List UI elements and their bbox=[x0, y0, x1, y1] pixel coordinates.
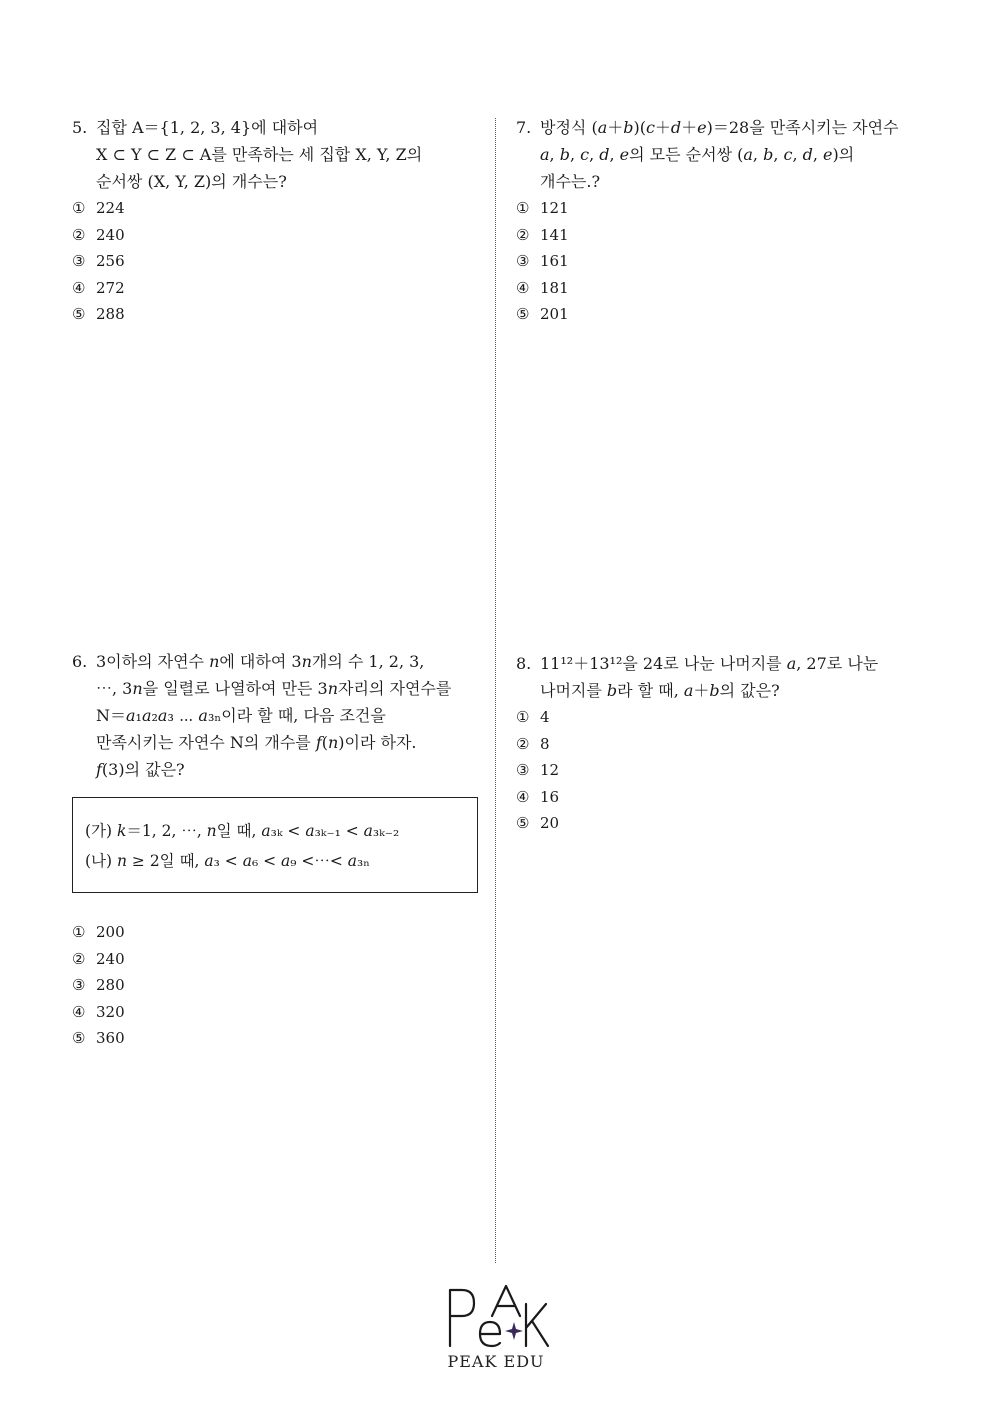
choice-marker: ① bbox=[516, 199, 530, 217]
condition-ga: (가) 𝑘＝1, 2, ⋯, 𝑛일 때, 𝑎₃ₖ < 𝑎₃ₖ₋₁ < 𝑎₃ₖ₋₂ bbox=[85, 822, 400, 840]
choice-marker: ④ bbox=[516, 278, 530, 297]
condition-box bbox=[72, 797, 478, 893]
choice-marker: ① bbox=[72, 923, 86, 941]
answer-choices bbox=[516, 704, 956, 837]
logo-text: PEAK EDU bbox=[447, 1352, 545, 1371]
choice-marker: ⑤ bbox=[72, 305, 86, 324]
condition-na: (나) 𝑛 ≥ 2일 때, 𝑎₃ < 𝑎₆ < 𝑎₉ <⋯< 𝑎₃ₙ bbox=[85, 852, 370, 870]
choice-value: 288 bbox=[96, 305, 125, 324]
choice-4[interactable] bbox=[72, 275, 492, 302]
choice-1[interactable] bbox=[72, 195, 492, 222]
choice-value: 224 bbox=[96, 199, 125, 217]
problem-8-line-1 bbox=[516, 650, 956, 677]
answer-choices bbox=[72, 919, 492, 1052]
choice-value: 16 bbox=[540, 787, 560, 806]
choice-marker: ③ bbox=[72, 976, 86, 995]
choice-value: 272 bbox=[96, 278, 125, 297]
question-text: 개수는.? bbox=[540, 172, 601, 191]
problem-6-line-1 bbox=[72, 648, 492, 675]
choice-value: 320 bbox=[96, 1002, 125, 1021]
choice-value: 256 bbox=[96, 252, 125, 271]
choice-marker: ② bbox=[516, 225, 530, 244]
question-text: 집합 A＝{1, 2, 3, 4}에 대하여 bbox=[96, 118, 319, 137]
question-text: 𝑎, 𝑏, 𝑐, 𝑑, 𝑒의 모든 순서쌍 (𝑎, 𝑏, 𝑐, 𝑑, 𝑒)의 bbox=[540, 145, 855, 164]
star-icon bbox=[505, 1322, 523, 1340]
choice-value: 201 bbox=[540, 305, 569, 324]
question-text: 순서쌍 (X, Y, Z)의 개수는? bbox=[96, 172, 287, 191]
choice-marker: ⑤ bbox=[516, 305, 530, 324]
choice-value: 8 bbox=[540, 734, 550, 753]
choice-marker: ② bbox=[72, 949, 86, 968]
problem-7 bbox=[516, 114, 956, 328]
choice-value: 121 bbox=[540, 199, 569, 217]
column-divider bbox=[495, 118, 496, 1263]
choice-marker: ② bbox=[516, 734, 530, 753]
question-text: ⋯, 3𝑛을 일렬로 나열하여 만든 3𝑛자리의 자연수를 bbox=[96, 679, 452, 698]
choice-1[interactable] bbox=[516, 704, 956, 731]
question-text: N＝𝑎₁𝑎₂𝑎₃ ⋯ 𝑎₃ₙ이라 할 때, 다음 조건을 bbox=[96, 706, 386, 725]
choice-2[interactable] bbox=[516, 222, 956, 249]
choice-2[interactable] bbox=[72, 222, 492, 249]
answer-choices bbox=[516, 195, 956, 328]
choice-3[interactable] bbox=[516, 248, 956, 275]
choice-3[interactable] bbox=[516, 757, 956, 784]
choice-value: 240 bbox=[96, 225, 125, 244]
choice-value: 12 bbox=[540, 761, 560, 780]
answer-choices bbox=[72, 195, 492, 328]
choice-marker: ④ bbox=[72, 1002, 86, 1021]
choice-1[interactable] bbox=[72, 919, 492, 946]
question-text: 𝑓(3)의 값은? bbox=[96, 760, 185, 779]
choice-marker: ④ bbox=[516, 787, 530, 806]
problem-number: 8. bbox=[516, 654, 532, 673]
choice-marker: ④ bbox=[72, 278, 86, 297]
choice-marker: ① bbox=[72, 199, 86, 217]
choice-marker: ③ bbox=[516, 252, 530, 271]
problem-6 bbox=[72, 648, 492, 1052]
question-text: 나머지를 𝑏라 할 때, 𝑎＋𝑏의 값은? bbox=[540, 681, 780, 700]
problem-5 bbox=[72, 114, 492, 328]
problem-8 bbox=[516, 650, 956, 837]
choice-marker: ⑤ bbox=[516, 814, 530, 833]
choice-marker: ③ bbox=[72, 252, 86, 271]
choice-value: 20 bbox=[540, 814, 560, 833]
choice-2[interactable] bbox=[72, 946, 492, 973]
choice-1[interactable] bbox=[516, 195, 956, 222]
choice-3[interactable] bbox=[72, 972, 492, 999]
choice-4[interactable] bbox=[516, 275, 956, 302]
choice-value: 161 bbox=[540, 252, 569, 271]
choice-5[interactable] bbox=[516, 301, 956, 328]
choice-4[interactable] bbox=[516, 784, 956, 811]
problem-7-line-1 bbox=[516, 114, 956, 141]
question-text: 방정식 (𝑎＋𝑏)(𝑐＋𝑑＋𝑒)＝28을 만족시키는 자연수 bbox=[540, 118, 899, 137]
question-text: 11¹²＋13¹²을 24로 나눈 나머지를 𝑎, 27로 나눈 bbox=[540, 654, 879, 673]
choice-value: 200 bbox=[96, 923, 125, 941]
choice-3[interactable] bbox=[72, 248, 492, 275]
question-text: X ⊂ Y ⊂ Z ⊂ A를 만족하는 세 집합 X, Y, Z의 bbox=[96, 145, 423, 164]
choice-2[interactable] bbox=[516, 731, 956, 758]
choice-value: 360 bbox=[96, 1029, 125, 1048]
choice-value: 4 bbox=[540, 708, 550, 726]
choice-5[interactable] bbox=[516, 810, 956, 837]
choice-marker: ② bbox=[72, 225, 86, 244]
problem-number: 6. bbox=[72, 652, 88, 671]
choice-marker: ① bbox=[516, 708, 530, 726]
choice-value: 141 bbox=[540, 225, 569, 244]
choice-value: 280 bbox=[96, 976, 125, 995]
choice-5[interactable] bbox=[72, 1025, 492, 1052]
problem-number: 7. bbox=[516, 118, 532, 137]
problem-number: 5. bbox=[72, 118, 88, 137]
choice-marker: ③ bbox=[516, 761, 530, 780]
choice-value: 240 bbox=[96, 949, 125, 968]
question-text: 3이하의 자연수 𝑛에 대하여 3𝑛개의 수 1, 2, 3, bbox=[96, 652, 425, 671]
choice-value: 181 bbox=[540, 278, 569, 297]
choice-5[interactable] bbox=[72, 301, 492, 328]
problem-5-line-1 bbox=[72, 114, 492, 141]
choice-4[interactable] bbox=[72, 999, 492, 1026]
choice-marker: ⑤ bbox=[72, 1029, 86, 1048]
question-text: 만족시키는 자연수 N의 개수를 𝑓(𝑛)이라 하자. bbox=[96, 733, 417, 752]
